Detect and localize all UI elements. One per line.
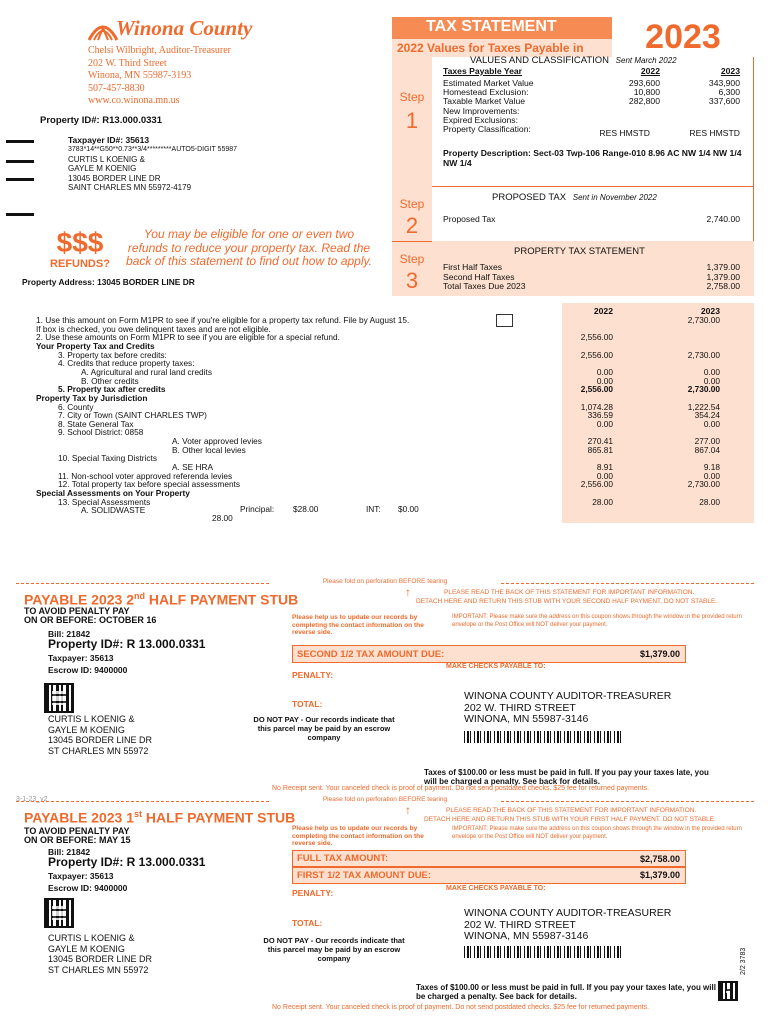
int-value: $0.00 [398, 504, 419, 514]
stub2-title: PAYABLE 2023 2nd HALF PAYMENT STUB [24, 591, 299, 608]
detail-row-2022: 1,074.28 [580, 401, 613, 412]
value-row-label: New Improvements: [443, 105, 520, 116]
detail-row-2022: 2,556.00 [580, 479, 613, 490]
step2-number: 2 [405, 213, 419, 238]
tax-statement-title: TAX STATEMENT [392, 17, 612, 39]
stub2-total: TOTAL: [292, 699, 323, 709]
stub2-help: Please help us to update our records by completing the contact information on the reverse side. [292, 614, 424, 636]
value-row-label: Property Classification: [443, 124, 531, 134]
detail-row-label: A. SOLIDWASTE [81, 505, 146, 516]
stub1-full-pay: Taxes of $100.00 or less must be paid in full. If you pay your taxes late, you will be charged a penalty. See back for details. [416, 983, 716, 1001]
owner-line: 13045 BORDER LINE DR [48, 735, 153, 745]
step2-label: Step [399, 197, 425, 211]
payee-line: WINONA, MN 55987-3146 [464, 713, 589, 725]
detail-col-2022: 2022 [593, 306, 613, 316]
detail-row-label: B. Other credits [81, 375, 139, 386]
stub1-penalty: PENALTY: [292, 888, 334, 898]
detail-row-2022: 336.59 [587, 410, 613, 421]
property-address: Property Address: 13045 BORDER LINE DR [22, 277, 195, 287]
detail-row-2023: 867.04 [694, 444, 720, 455]
property-id: Property ID#: R13.000.0331 [40, 115, 162, 126]
values-title [470, 56, 677, 66]
mail-code: 3783*14**G50**0.73**3/4*********AUTO5-DIGIT 55987 [68, 146, 238, 153]
owner-line: GAYLE M KOENIG [48, 943, 125, 954]
detail-row-2022: 865.81 [587, 444, 613, 455]
detail-row-label: 9. School District: 0858 [58, 427, 144, 438]
stub1-postal-barcode [464, 946, 624, 958]
stub1-small-qr-code [718, 981, 738, 1001]
detail-row-label: 10. Special Taxing Districts [58, 453, 157, 464]
stub2-escrow: Escrow ID: 9400000 [48, 665, 128, 675]
divider [432, 186, 754, 187]
stub2-property-id: Property ID#: R 13.000.0331 [48, 637, 206, 651]
stub1-due-value: $1,379.00 [639, 870, 680, 880]
payee-line: WINONA, MN 55987-3146 [464, 930, 589, 942]
proposed-title-text: PROPOSED TAX [492, 192, 567, 203]
pts-title: PROPERTY TAX STATEMENT [514, 246, 645, 257]
detail-row-label: 5. Property tax after credits [58, 384, 166, 395]
stub1-make-checks: MAKE CHECKS PAYABLE TO: [446, 885, 546, 892]
detail-row-2023: 2,730.00 [687, 315, 720, 325]
proposed-label: Proposed Tax [443, 214, 496, 224]
step3-number: 3 [405, 268, 419, 293]
values-col-2023: 2023 [720, 66, 740, 76]
pts-row-label: Second Half Taxes [443, 271, 515, 282]
county-logo [86, 14, 286, 44]
detail-row-label: A. Voter approved levies [172, 436, 262, 447]
pts-row-value: 2,758.00 [706, 281, 740, 291]
stub2-due-value: $1,379.00 [639, 649, 680, 659]
stub1-full-label: FULL TAX AMOUNT: [297, 853, 389, 864]
values-sent: Sent March 2022 [615, 56, 677, 65]
value-row-2022: 282,800 [628, 96, 660, 107]
pts-row-label: Total Taxes Due 2023 [443, 281, 526, 291]
principal-value: $28.00 [293, 504, 319, 514]
stub2-penalty: PENALTY: [292, 670, 334, 680]
mail-tick [6, 160, 34, 163]
stub1-avoid: TO AVOID PENALTY PAY [24, 826, 130, 836]
stub1-full-value: $2,758.00 [639, 854, 680, 864]
stub1-title: PAYABLE 2023 1st HALF PAYMENT STUB [24, 809, 296, 826]
taxes-payable-year-label: Taxes Payable Year [443, 66, 522, 76]
detail-row-label: 1. Use this amount on Form M1PR to see if you're eligible for a property tax refund. File by August 15. [36, 315, 410, 325]
detail-row-label: 4. Credits that reduce property taxes: [58, 358, 195, 369]
detail-row-label: 2. Use these amounts on Form M1PR to see if you are eligible for a special refund. [36, 332, 340, 343]
detail-row-label: Special Assessments on Your Property [36, 488, 190, 498]
stub2-on-before: ON OR BEFORE: OCTOBER 16 [24, 615, 157, 625]
detail-row-2022: 2,556.00 [580, 332, 613, 343]
stub2-owner [48, 714, 152, 756]
detail-row-label: If box is checked, you owe delinquent taxes and are not eligible. [36, 323, 271, 334]
detail-row-label: 8. State General Tax [58, 418, 134, 429]
stub2-payee [464, 691, 671, 726]
values-col-2022: 2022 [640, 66, 660, 76]
stub2-qr-code [44, 683, 74, 713]
detail-row-label: 12. Total property tax before special assessments [58, 479, 241, 490]
office-line: 202 W. Third Street [88, 57, 167, 69]
detail-row-label: 6. County [58, 401, 94, 412]
address-line: CURTIS L KOENIG & [68, 154, 145, 164]
office-line: 507-457-8830 [88, 82, 145, 94]
stub2-due-label: SECOND 1/2 TAX AMOUNT DUE: [297, 649, 445, 660]
pts-row-label: First Half Taxes [443, 262, 503, 272]
stub2-important: IMPORTANT: Please make sure the address on this coupon shows through the window in the provided return envelope or the Post Office will NOT deliver your payment. [452, 614, 742, 628]
detail-row-label: B. Other local levies [172, 444, 246, 455]
stub2-do-not-pay: DO NOT PAY - Our records indicate that this parcel may be paid by an escrow company [253, 715, 395, 742]
refunds-badge [40, 228, 120, 270]
refunds-label: REFUNDS? [50, 258, 110, 270]
value-row-2023: 343,900 [708, 78, 740, 88]
address-line: 13045 BORDER LINE DR [68, 173, 161, 183]
stub1-detach: DETACH HERE AND RETURN THIS STUB WITH YOUR FIRST HALF PAYMENT. DO NOT STABLE. [424, 816, 716, 823]
detail-row-2023: 9.18 [703, 462, 720, 473]
int-label: INT: [366, 504, 381, 514]
owner-line: CURTIS L KOENIG & [48, 933, 135, 943]
step3-label: Step [399, 252, 425, 266]
detail-row-2022: 2,556.00 [580, 349, 613, 360]
detail-row-label: 7. City or Town (SAINT CHARLES TWP) [58, 410, 207, 421]
stub1-qr-code [44, 898, 74, 928]
stub1-on-before: ON OR BEFORE: MAY 15 [24, 835, 131, 845]
detail-row-label: 3. Property tax before credits: [58, 349, 167, 360]
payee-line: 202 W. THIRD STREET [464, 701, 576, 714]
step1-label: Step [399, 90, 425, 104]
detail-row-2022: 0.00 [596, 375, 613, 386]
detail-row-2023: 2,730.00 [687, 349, 720, 360]
stub2-no-receipt: No Receipt sent. Your canceled check is proof of payment. Do not send postdated checks. $25 fee for returned payments. [272, 785, 650, 792]
value-row-2023: RES HMSTD [689, 128, 740, 138]
mail-tick [6, 213, 34, 216]
scissor-arrow-icon: ↑ [405, 585, 411, 599]
detail-row-2022: 2,556.00 [580, 384, 613, 395]
detail-row-2022: 8.91 [596, 462, 613, 473]
refunds-message: You may be eligible for one or even two refunds to reduce your property tax. Read the back of this statement to find out how to apply. [126, 227, 372, 268]
value-row-label: Homestead Exclusion: [443, 87, 529, 98]
stub1-bill: Bill: 21842 [48, 847, 91, 857]
value-row-label: Expired Exclusions: [443, 114, 518, 125]
office-line: Chelsi Wilbright, Auditor-Treasurer [88, 45, 231, 56]
stub2-make-checks: MAKE CHECKS PAYABLE TO: [446, 663, 546, 670]
scissor-arrow-icon: ↑ [405, 803, 411, 817]
value-row-2022: 10,800 [633, 87, 660, 98]
payee-line: WINONA COUNTY AUDITOR-TREASURER [464, 907, 672, 919]
stub1-due-label: FIRST 1/2 TAX AMOUNT DUE: [297, 870, 432, 881]
stub2-read-back: PLEASE READ THE BACK OF THIS STATEMENT FOR IMPORTANT INFORMATION. [444, 589, 695, 596]
solidwaste-value: 28.00 [212, 513, 233, 523]
detail-row-2023: 0.00 [703, 375, 720, 386]
pts-row-value: 1,379.00 [706, 271, 740, 282]
detail-row-2022: 270.41 [587, 436, 613, 447]
owner-line: ST CHARLES MN 55972 [48, 964, 149, 975]
detail-row-2022: 0.00 [596, 470, 613, 481]
office-url: www.co.winona.mn.us [88, 95, 180, 106]
mail-tick [6, 140, 34, 143]
owner-line: GAYLE M KOENIG [48, 724, 125, 735]
owner-line: ST CHARLES MN 55972 [48, 745, 149, 756]
detail-row-2023: 0.00 [703, 470, 720, 481]
detail-row-2022: 28.00 [592, 496, 613, 507]
stub2-taxpayer: Taxpayer: 35613 [48, 653, 114, 663]
detail-row-2022: 0.00 [596, 366, 613, 377]
step1-number: 1 [405, 108, 419, 133]
detail-col-2023: 2023 [700, 306, 720, 316]
stub2-full-pay: Taxes of $100.00 or less must be paid in full. If you pay your taxes late, you will be charged a penalty. See back for details. [424, 768, 709, 786]
stub1-important: IMPORTANT: Please make sure the address on this coupon shows through the window in the provided return envelope or the Post Office will NOT deliver your payment. [452, 826, 742, 840]
proposed-value: 2,740.00 [706, 214, 740, 224]
address-line: SAINT CHARLES MN 55972-4179 [68, 183, 192, 192]
stub1-no-receipt: No Receipt sent. Your canceled check is proof of payment. Do not send postdated checks. $25 fee for returned payments. [272, 1004, 650, 1011]
office-address [88, 45, 231, 108]
detail-row-label: Property Tax by Jurisdiction [36, 392, 148, 403]
delinquent-checkbox[interactable] [496, 314, 513, 327]
stub2-bill: Bill: 21842 [48, 629, 91, 639]
stub1-read-back: PLEASE READ THE BACK OF THIS STATEMENT FOR IMPORTANT INFORMATION. [446, 807, 697, 814]
detail-row-2023: 0.00 [703, 418, 720, 429]
detail-row-2023: 28.00 [699, 496, 720, 507]
stub1-do-not-pay: DO NOT PAY - Our records indicate that this parcel may be paid by an escrow company [263, 936, 405, 963]
subtitle-text: 2022 Values for Taxes Payable in [397, 41, 584, 55]
taxpayer-id: Taxpayer ID#: 35613 [68, 135, 150, 145]
value-row-2022: RES HMSTD [599, 128, 650, 138]
detail-row-label: 11. Non-school voter approved referenda levies [58, 470, 233, 481]
detail-row-label: A. Agricultural and rural land credits [81, 366, 212, 377]
value-row-2023: 6,300 [718, 87, 740, 98]
detail-row-2023: 277.00 [694, 436, 720, 447]
stub1-owner [48, 933, 152, 975]
stub2-detach: DETACH HERE AND RETURN THIS STUB WITH YOUR SECOND HALF PAYMENT. DO NOT STABLE. [416, 598, 718, 605]
detail-row-label: A. SE HRA [172, 462, 214, 473]
detail-row-2023: 0.00 [703, 366, 720, 377]
values-title-text: VALUES AND CLASSIFICATION [470, 55, 610, 66]
owner-line: 13045 BORDER LINE DR [48, 954, 153, 964]
office-line: Winona, MN 55987-3193 [88, 70, 192, 81]
property-description: Property Description: Sect-03 Twp-106 Range-010 8.96 AC NW 1/4 NW 1/4 NW 1/4 [443, 148, 742, 168]
stub1-taxpayer: Taxpayer: 35613 [48, 871, 114, 881]
detail-row-label: Your Property Tax and Credits [36, 340, 155, 351]
mailing-block [68, 145, 237, 193]
fold-text: Please fold on perforation BEFORE tearing [270, 578, 500, 585]
refunds-dollars: $$$ [56, 227, 104, 258]
proposed-title [492, 193, 657, 203]
value-row-2023: 337,600 [708, 96, 740, 107]
stub1-property-id: Property ID#: R 13.000.0331 [48, 855, 206, 869]
mail-tick [6, 178, 34, 181]
detail-row-label: 13. Special Assessments [58, 496, 151, 507]
value-row-label: Taxable Market Value [443, 96, 526, 107]
fold-text: Please fold on perforation BEFORE tearing [270, 796, 500, 803]
stub1-payee [464, 908, 671, 943]
detail-row-2023: 1,222.54 [687, 401, 720, 412]
stub1-escrow: Escrow ID: 9400000 [48, 883, 128, 893]
principal-label: Principal: [240, 504, 275, 514]
pts-row-value: 1,379.00 [706, 262, 740, 272]
stub1-total: TOTAL: [292, 918, 323, 928]
payee-line: 202 W. THIRD STREET [464, 918, 576, 931]
value-row-2022: 293,600 [628, 78, 660, 88]
stub1-help: Please help us to update our records by completing the contact information on the reverse side. [292, 825, 424, 847]
payee-line: WINONA COUNTY AUDITOR-TREASURER [464, 690, 672, 702]
detail-row-2022: 0.00 [596, 418, 613, 429]
owner-line: CURTIS L KOENIG & [48, 714, 135, 724]
proposed-sent: Sent in November 2022 [572, 193, 657, 202]
logo-text: Winona County [116, 16, 253, 40]
detail-row-2023: 354.24 [694, 410, 720, 421]
value-row-label: Estimated Market Value [443, 78, 534, 88]
stub2-postal-barcode [464, 731, 624, 743]
stub2-avoid: TO AVOID PENALTY PAY [24, 606, 130, 616]
statement-year: 2023 [612, 17, 754, 57]
logo-emblem-icon [86, 16, 120, 42]
address-line: GAYLE M KOENIG [68, 164, 137, 173]
detail-row-2023: 2,730.00 [687, 479, 720, 490]
detail-row-2023: 2,730.00 [687, 384, 720, 395]
stub1-side-code: 2/2 3783 [740, 947, 747, 975]
version-code: 3-1-23_v2 [16, 796, 48, 803]
